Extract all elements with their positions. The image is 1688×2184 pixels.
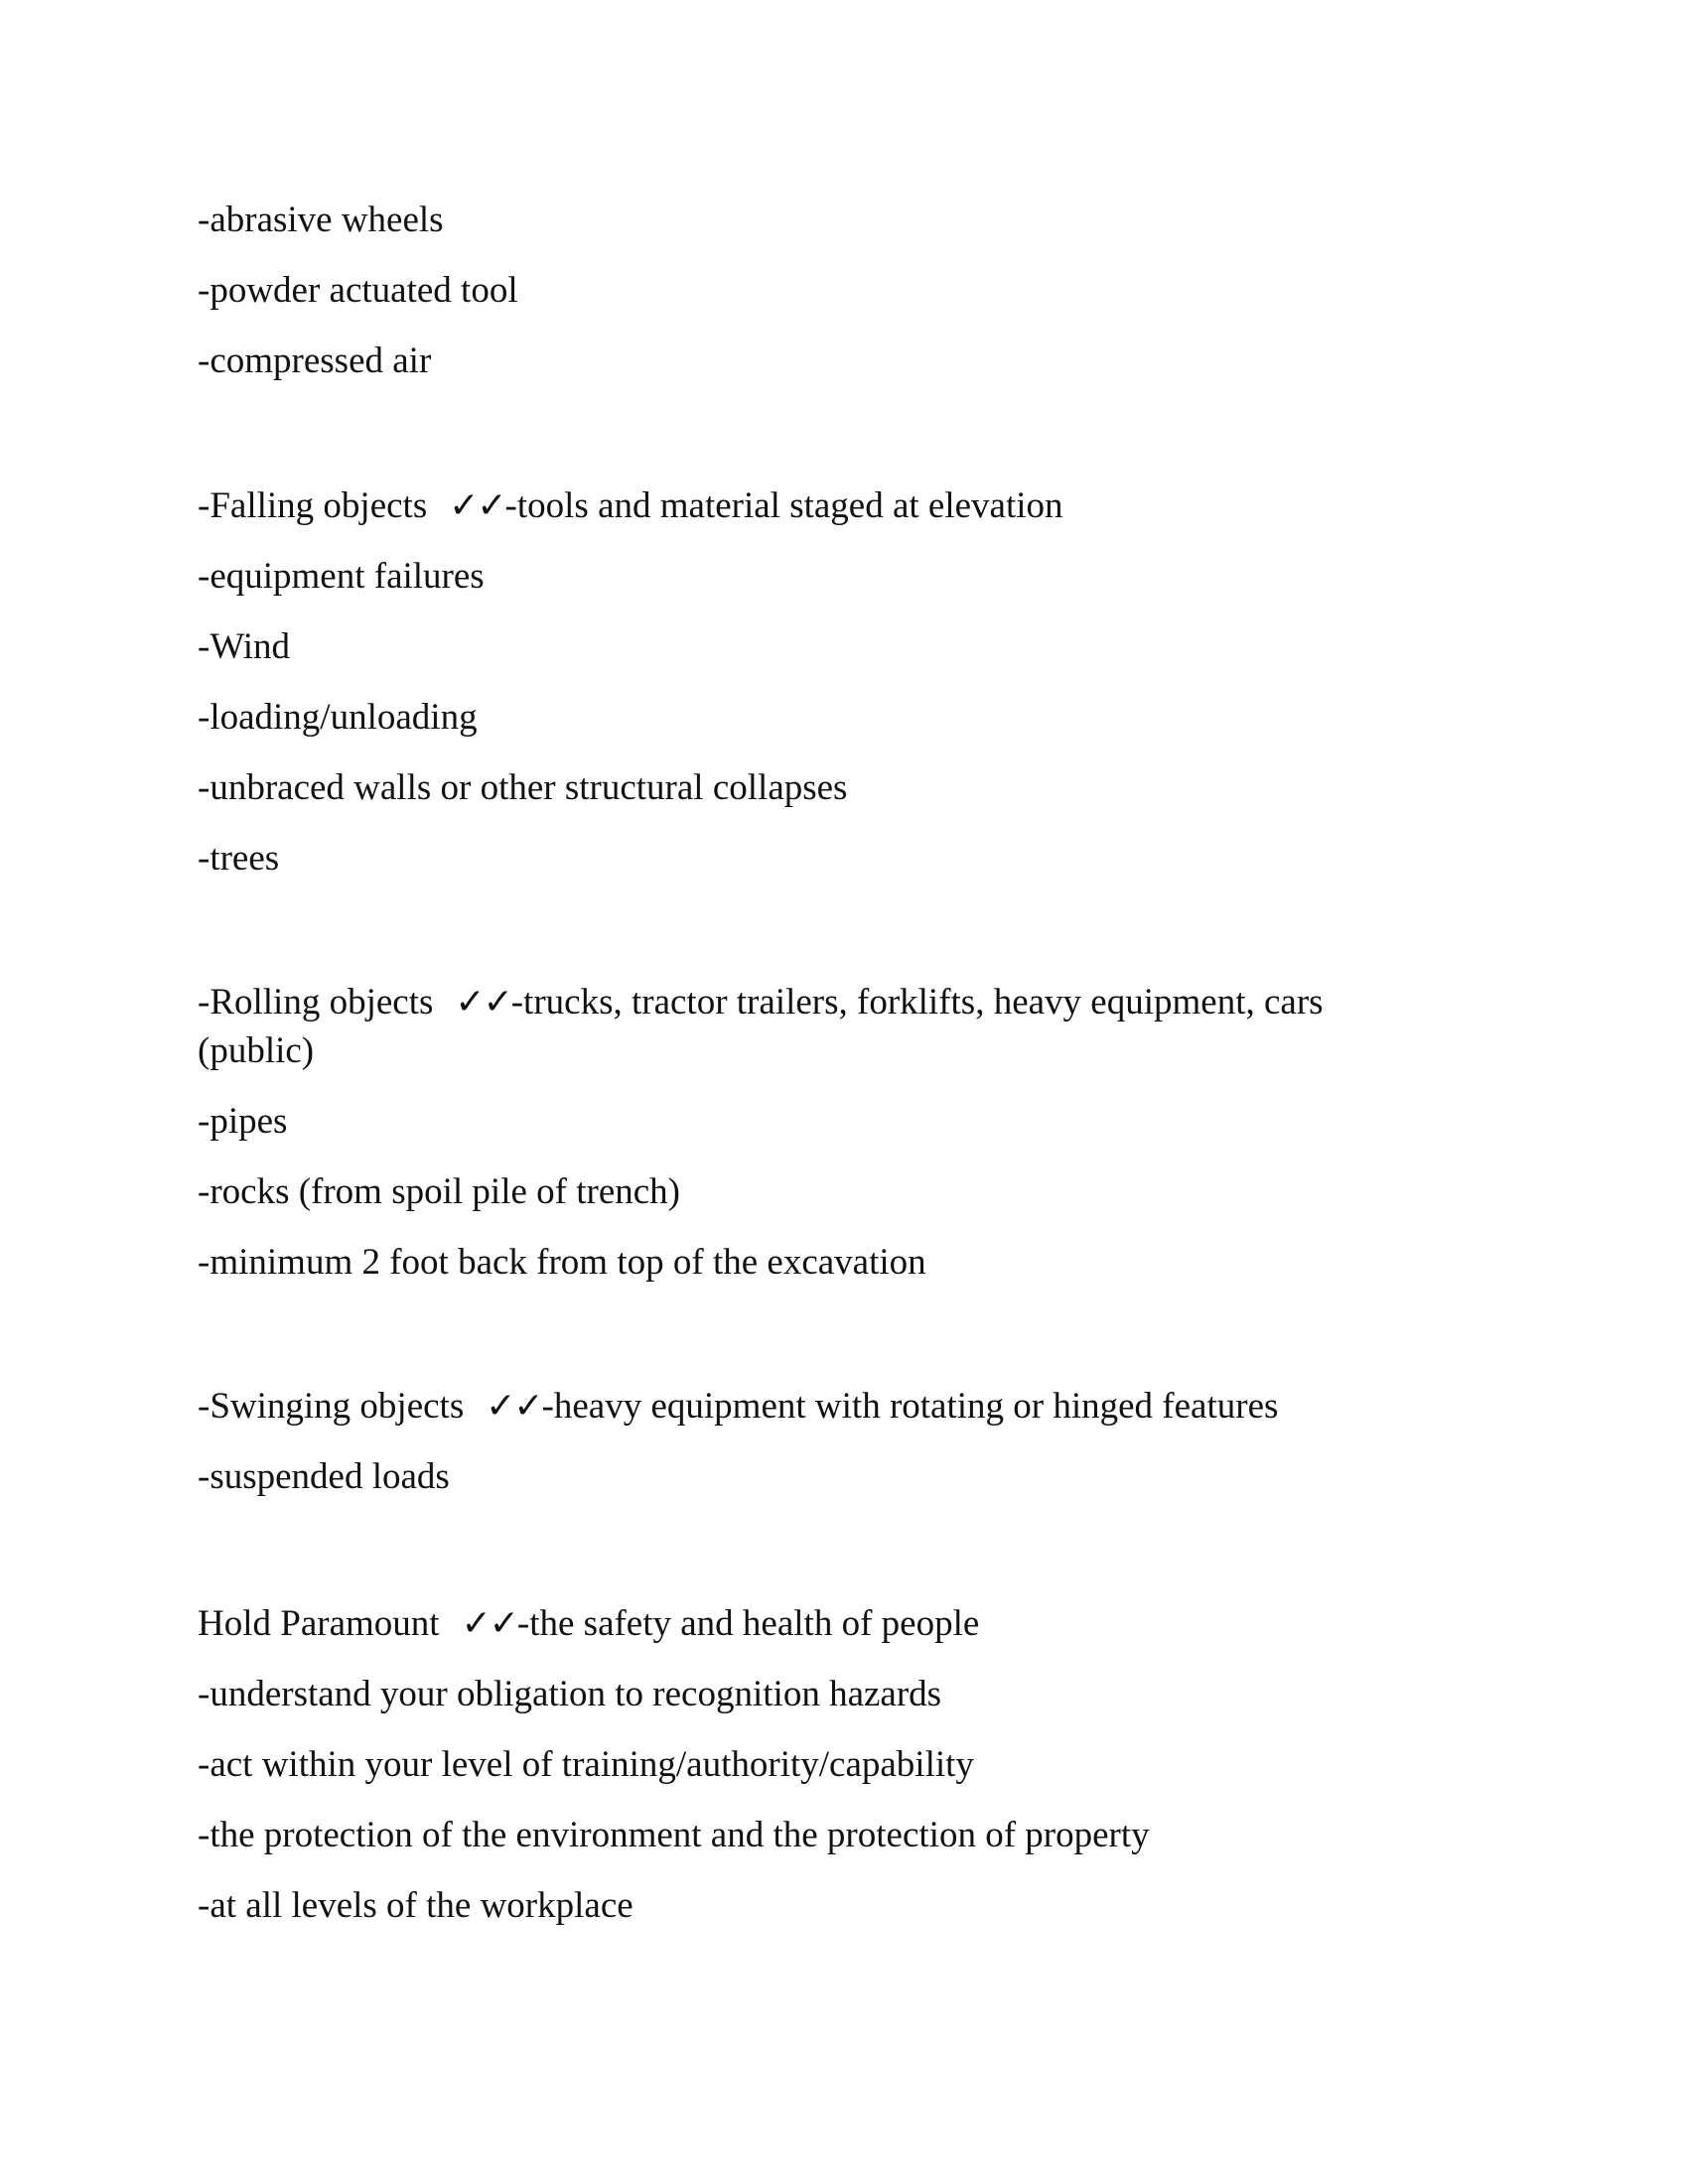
section-rolling-objects — [198, 978, 1498, 1308]
double-check-icon: ✓✓ — [449, 485, 505, 526]
section-heading: -Falling objects — [198, 485, 428, 526]
section-heading-line — [198, 1599, 1498, 1648]
first-item: -tools and material staged at elevation — [504, 485, 1063, 526]
list-item: -trees — [198, 838, 280, 879]
list-item: -act within your level of training/authority/capability — [198, 1744, 974, 1785]
list-item: -minimum 2 foot back from top of the excavation — [198, 1242, 926, 1283]
section-falling-objects — [198, 481, 1498, 904]
list-item: -unbraced walls or other structural collapses — [198, 767, 848, 808]
section-heading-line — [198, 481, 1498, 530]
section-hold-paramount — [198, 1599, 1498, 1952]
double-check-icon: ✓✓ — [486, 1386, 542, 1427]
list-item: -equipment failures — [198, 556, 485, 597]
double-check-icon: ✓✓ — [455, 982, 511, 1023]
first-item: -heavy equipment with rotating or hinged features — [541, 1386, 1279, 1427]
section-heading-line — [198, 1382, 1498, 1431]
list-item: -at all levels of the workplace — [198, 1885, 633, 1926]
section-tools-list — [198, 196, 1498, 407]
list-item: -the protection of the environment and the protection of property — [198, 1815, 1150, 1855]
list-item: -Wind — [198, 626, 291, 667]
section-heading: -Rolling objects — [198, 982, 434, 1023]
list-item: -loading/unloading — [198, 697, 478, 738]
first-item: -the safety and health of people — [516, 1603, 980, 1644]
list-item: -abrasive wheels — [198, 200, 444, 240]
list-item: -understand your obligation to recognition hazards — [198, 1674, 942, 1714]
section-heading-line — [198, 978, 1419, 1075]
list-item: -compressed air — [198, 341, 432, 381]
section-heading: -Swinging objects — [198, 1386, 465, 1427]
double-check-icon: ✓✓ — [461, 1603, 517, 1644]
first-item: -trucks, tractor trailers, forklifts, heavy equipment, cars (public) — [198, 982, 1324, 1071]
section-swinging-objects — [198, 1382, 1498, 1523]
list-item: -powder actuated tool — [198, 270, 518, 311]
list-item: -pipes — [198, 1101, 288, 1142]
list-item: -rocks (from spoil pile of trench) — [198, 1171, 680, 1212]
list-item: -suspended loads — [198, 1456, 450, 1497]
section-heading: Hold Paramount — [198, 1603, 440, 1644]
